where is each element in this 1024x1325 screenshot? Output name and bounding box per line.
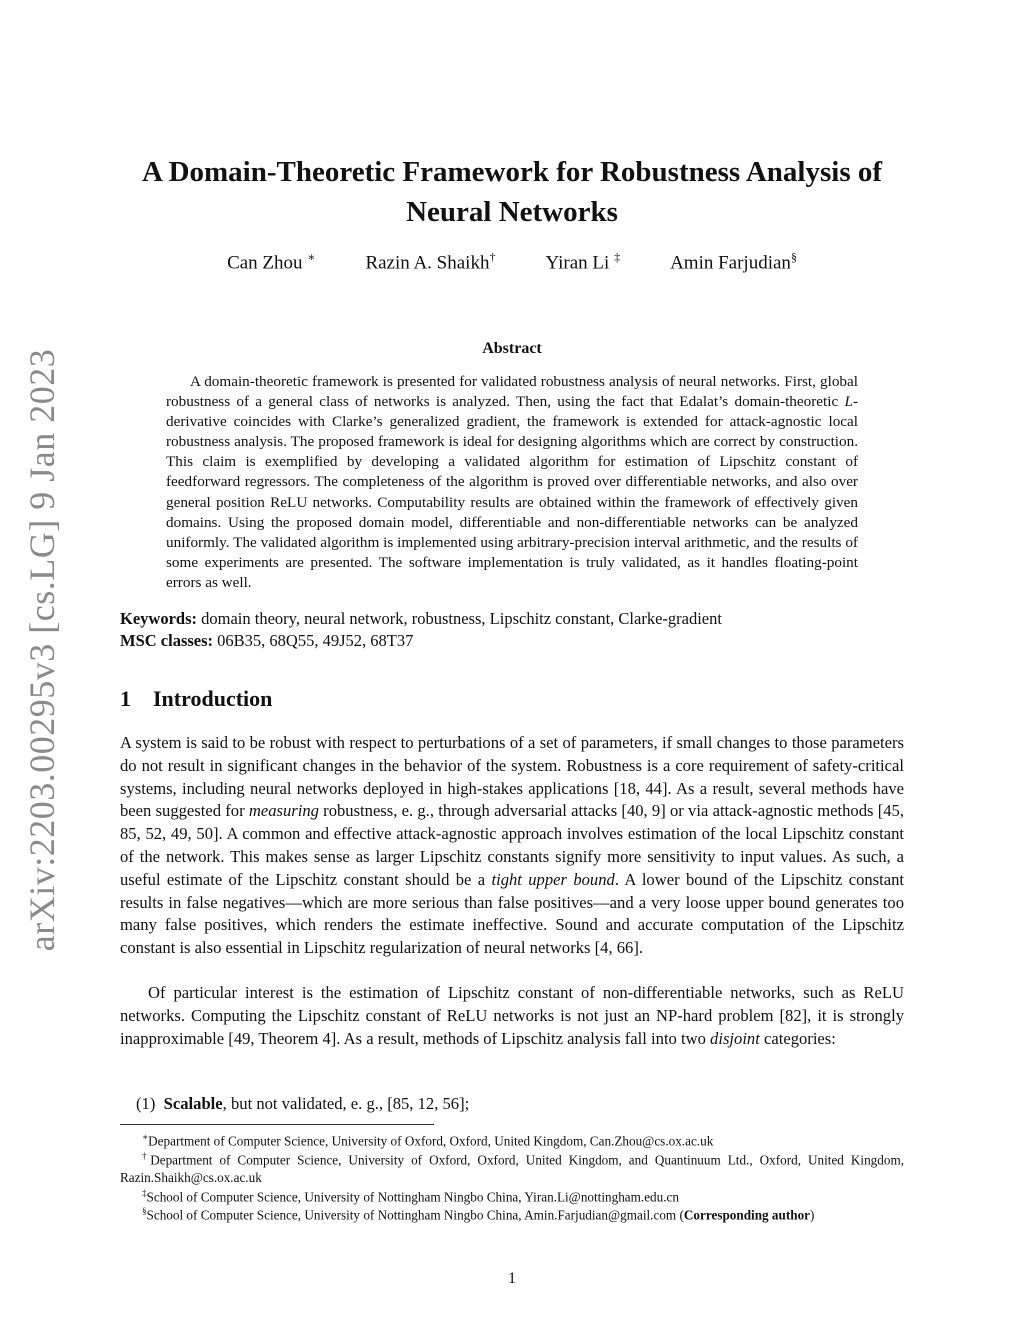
intro-paragraph-2: Of particular interest is the estimation of Lipschitz constant of non-differentiable networks, such as ReLU networks. Computing the Lipschitz constant of ReLU networks is not just an NP-hard problem [82], it is strongly inapproximable [49, Theorem 4]. As a result, methods of Lipschitz analysis fall into two disjoint categories: xyxy=(120,983,904,1048)
footnote: †Department of Computer Science, University of Oxford, Oxford, United Kingdom, and Quantinuum Ltd., Oxford, United Kingdom, Razin.Shaikh@cs.ox.ac.uk xyxy=(120,1151,905,1186)
author-list xyxy=(120,250,904,274)
footnote-rule xyxy=(120,1124,434,1125)
paper-title: A Domain-Theoretic Framework for Robustness Analysis of Neural Networks xyxy=(141,156,883,228)
arxiv-id: arXiv:2203.00295v3 [cs.LG] 9 Jan 2023 xyxy=(22,348,63,952)
author: Amin Farjudian§ xyxy=(670,250,797,274)
footnote: §School of Computer Science, University of Nottingham Ningbo China, Amin.Farjudian@gmail.com (Corresponding author) xyxy=(142,1206,815,1223)
section-heading: 1 Introduction xyxy=(120,686,273,711)
footnote: ∗Department of Computer Science, University of Oxford, Oxford, United Kingdom, Can.Zhou@cs.ox.ac.uk xyxy=(142,1132,714,1149)
msc-line: MSC classes: 06B35, 68Q55, 49J52, 68T37 xyxy=(120,631,414,650)
author: Razin A. Shaikh† xyxy=(365,250,496,274)
author: Can Zhou ∗ xyxy=(227,250,316,274)
abstract-text: A domain-theoretic framework is presented for validated robustness analysis of neural networks. First, global robustness of a general class of networks is analyzed. Then, using the fact that Edalat’s domain-theoretic L-derivative coincides with Clarke’s generalized gradient, the framework is extended for attack-agnostic local robustness analysis. The proposed framework is ideal for designing algorithms which are correct by construction. This claim is exemplified by developing a validated algorithm for estimation of Lipschitz constant of feedforward regressors. The completeness of the algorithm is proved over differentiable networks, and also over general position ReLU networks. Computability results are obtained within the framework of effectively given domains. Using the proposed domain model, differentiable and non-differentiable networks can be analyzed uniformly. The validated algorithm is implemented using arbitrary-precision interval arithmetic, and the results of some experiments are presented. The software implementation is truly validated, as it handles floating-point errors as well. xyxy=(166,373,858,591)
intro-paragraph-1: A system is said to be robust with respect to perturbations of a set of parameters, if small changes to those parameters do not result in significant changes in the behavior of the system. Robustness is a core requirement of safety-critical systems, including neural networks deployed in high-stakes applications [18, 44]. As a result, several methods have been suggested for measuring robustness, e. g., through adversarial attacks [40, 9] or via attack-agnostic methods [45, 85, 52, 49, 50]. A common and effective attack-agnostic approach involves estimation of the local Lipschitz constant of the network. This makes sense as larger Lipschitz constants signify more sensitivity to input values. As such, a useful estimate of the Lipschitz constant should be a tight upper bound. A lower bound of the Lipschitz constant results in false negatives—which are more serious than false positives—and a very loose upper bound generates too many false positives, which renders the estimate ineffective. Sound and accurate computation of the Lipschitz constant is also essential in Lipschitz regularization of neural networks [4, 66]. xyxy=(120,733,905,958)
abstract-heading: Abstract xyxy=(482,340,542,357)
author: Yiran Li ‡ xyxy=(545,250,621,274)
page-number: 1 xyxy=(508,1270,516,1287)
footnote: ‡School of Computer Science, University of Nottingham Ningbo China, Yiran.Li@nottingham.edu.cn xyxy=(142,1188,679,1205)
keywords-line: Keywords: domain theory, neural network, robustness, Lipschitz constant, Clarke-gradient xyxy=(120,609,722,628)
list-item: (1) Scalable, but not validated, e. g., [85, 12, 56]; xyxy=(136,1094,470,1113)
arxiv-sidebar xyxy=(12,348,72,952)
